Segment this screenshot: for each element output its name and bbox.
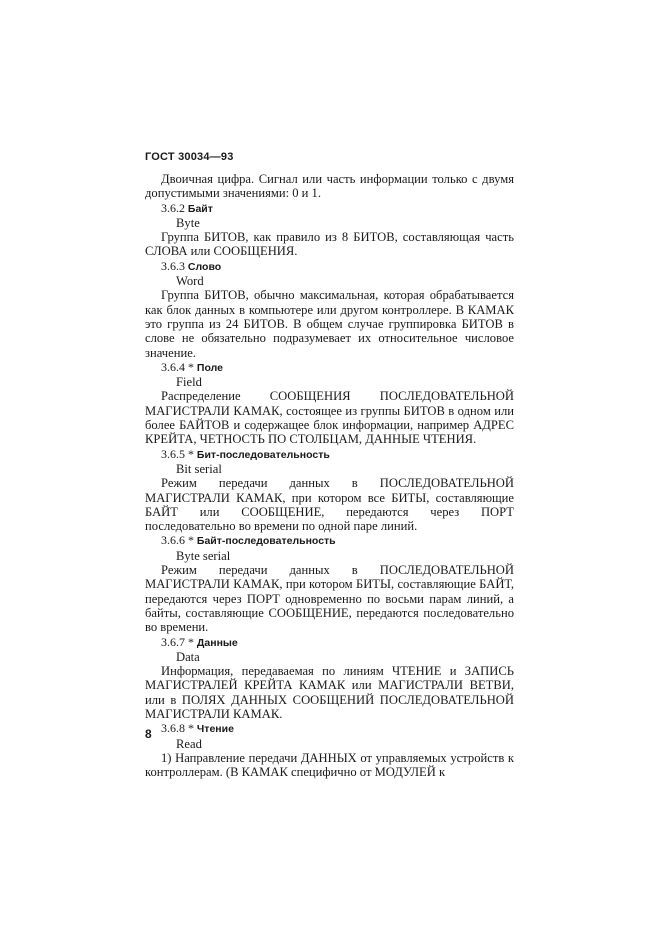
section-3-6-4 xyxy=(145,360,514,447)
term-number: 3.6.3 xyxy=(161,258,185,273)
term-heading xyxy=(161,259,514,274)
term-heading xyxy=(161,447,514,462)
term-definition: Информация, передаваемая по линиям ЧТЕНИЕ и ЗАПИСЬ МАГИСТРАЛЕЙ КРЕЙТА КАМАК или МАГИСТРАЛИ ВЕТВИ, или в ПОЛЯХ ДАННЫХ СООБЩЕНИЙ ПОСЛЕДОВАТЕЛЬНОЙ МАГИСТРАЛИ КАМАК. xyxy=(145,664,514,721)
term-definition: Режим передачи данных в ПОСЛЕДОВАТЕЛЬНОЙ МАГИСТРАЛИ КАМАК, при котором БИТЫ, составляющие БАЙТ, передаются через ПОРТ одновременно по восьми парам линий, а байты, составляющие СООБЩЕНИЕ, передаются последовательно во времени. xyxy=(145,563,514,635)
term-english: Word xyxy=(176,274,204,289)
term-number: 3.6.8 * xyxy=(161,721,194,736)
term-name: Байт xyxy=(187,202,213,215)
section-3-6-3 xyxy=(145,259,514,360)
term-heading xyxy=(161,360,514,375)
section-3-6-5 xyxy=(145,447,514,534)
term-english: Byte xyxy=(176,215,200,230)
section-3-6-7 xyxy=(145,635,514,722)
term-english: Data xyxy=(176,649,200,664)
term-heading xyxy=(161,201,514,216)
term-definition: 1) Направление передачи ДАННЫХ от управляемых устройств к контроллерам. (В КАМАК специфично от МОДУЛЕЙ к xyxy=(145,750,514,780)
term-definition: Группа БИТОВ, как правило из 8 БИТОВ, составляющая часть СЛОВА или СООБЩЕНИЯ. xyxy=(145,230,514,259)
term-name: Слово xyxy=(187,260,222,273)
section-3-6-6 xyxy=(145,533,514,634)
term-heading xyxy=(161,533,514,548)
term-number: 3.6.4 * xyxy=(161,359,194,374)
term-name: Данные xyxy=(196,636,238,649)
page-number: 8 xyxy=(145,727,152,741)
term-english: Byte serial xyxy=(176,548,231,563)
term-name: Байт-последовательность xyxy=(196,535,336,548)
term-english: Field xyxy=(176,375,202,390)
term-name: Бит-последовательность xyxy=(196,448,330,461)
term-number: 3.6.2 xyxy=(161,200,185,215)
term-english: Read xyxy=(176,736,202,751)
text-column xyxy=(145,172,514,779)
section-3-6-2 xyxy=(145,201,514,259)
term-definition: Группа БИТОВ, обычно максимальная, которая обрабатывается как блок данных в компьютере или другом контроллере. В КАМАК это группа из 24 БИТОВ. В общем случае группировка БИТОВ в слове не обязательно подразумевает их относительное числовое значение. xyxy=(145,288,514,360)
term-heading xyxy=(161,635,514,650)
term-number: 3.6.6 * xyxy=(161,533,194,548)
term-english: Bit serial xyxy=(176,461,222,476)
intro-paragraph: Двоичная цифра. Сигнал или часть информации только с двумя допустимыми значениями: 0 и 1. xyxy=(145,172,514,201)
term-heading xyxy=(161,721,514,736)
term-definition: Распределение СООБЩЕНИЯ ПОСЛЕДОВАТЕЛЬНОЙ МАГИСТРАЛИ КАМАК, состоящее из группы БИТОВ в одном или более БАЙТОВ и содержащее блок информации, например АДРЕС КРЕЙТА, ЧЕТНОСТЬ ПО СТОЛБЦАМ, ДАННЫЕ ЧТЕНИЯ. xyxy=(145,389,514,447)
document-header: ГОСТ 30034—93 xyxy=(145,151,234,163)
term-name: Чтение xyxy=(196,723,234,736)
term-number: 3.6.7 * xyxy=(161,634,194,649)
term-definition: Режим передачи данных в ПОСЛЕДОВАТЕЛЬНОЙ МАГИСТРАЛИ КАМАК, при котором все БИТЫ, составляющие БАЙТ или СООБЩЕНИЕ, передаются через ПОРТ последовательно во времени по одной паре линий. xyxy=(145,476,514,534)
term-number: 3.6.5 * xyxy=(161,446,194,461)
section-3-6-8 xyxy=(145,721,514,779)
term-name: Поле xyxy=(196,361,223,374)
